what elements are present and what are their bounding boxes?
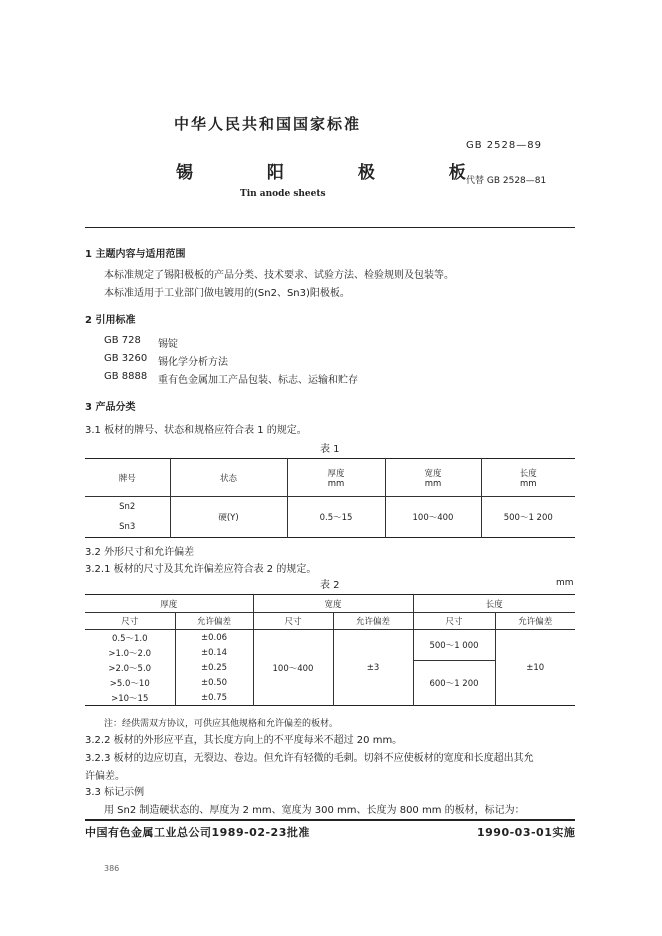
header-unit: mm [327, 478, 345, 489]
table-cell: 100～400 [385, 497, 481, 538]
header-label: 长度 [519, 468, 537, 479]
standard-number: GB 2528—89 [466, 140, 542, 151]
table-cell: ±0.75 [175, 690, 253, 706]
reference-name: 重有色金属加工产品包装、标志、运输和贮存 [158, 375, 358, 386]
section-2-heading: 2 引用标准 [85, 315, 136, 326]
reference-code: GB 3260 [104, 353, 148, 364]
table-cell: ±0.25 [175, 660, 253, 675]
table-cell: ±10 [526, 662, 545, 673]
header-cell: 尺寸 [253, 613, 333, 630]
header-unit: mm [424, 478, 442, 489]
effective-date: 1990-03-01实施 [477, 826, 576, 839]
section-3-heading: 3 产品分类 [85, 402, 136, 413]
table-subheader-row [85, 613, 575, 630]
table-header-row [85, 595, 575, 613]
table-cell: 500～1 200 [503, 513, 553, 523]
table-cell: >5.0～10 [85, 675, 175, 690]
table-cell: 0.5～15 [287, 497, 385, 538]
header-label: 宽度 [424, 468, 442, 479]
document-title: 锡 阳 极 板 [176, 163, 500, 183]
header-cell: 允许偏差 [333, 613, 413, 630]
clause-3-2: 3.2 外形尺寸和允许偏差 [85, 547, 195, 558]
table-cell: 600～1 200 [413, 660, 495, 706]
clause-3-2-2: 3.2.2 板材的外形应平直，其长度方向上的不平度每米不超过 20 mm。 [85, 735, 403, 746]
header-cell [287, 459, 385, 497]
section-1-heading: 1 主题内容与适用范围 [85, 249, 186, 260]
table-cell: >10～15 [85, 690, 175, 706]
table-1-caption: 表 1 [320, 444, 340, 455]
clause-3-2-3-continued: 许偏差。 [85, 771, 125, 782]
page-number: 386 [104, 864, 120, 873]
header-cell: 状态 [170, 459, 287, 497]
header-cell: 尺寸 [85, 613, 175, 630]
national-standard-heading: 中华人民共和国国家标准 [174, 115, 362, 133]
header-cell: 宽度 [253, 595, 413, 613]
header-cell: 牌号 [85, 459, 170, 497]
clause-3-3: 3.3 标记示例 [85, 787, 145, 798]
reference-name: 锡锭 [158, 339, 178, 350]
reference-code: GB 728 [104, 335, 141, 346]
table-cell: ±0.14 [175, 645, 253, 660]
clause-3-3-example: 用 Sn2 制造硬状态的、厚度为 2 mm、宽度为 300 mm、长度为 800 mm 的板材，标记为： [104, 805, 525, 816]
table-cell: 0.5～1.0 [85, 630, 175, 646]
header-cell: 尺寸 [413, 613, 495, 630]
clause-3-2-1: 3.2.1 板材的尺寸及其允许偏差应符合表 2 的规定。 [85, 564, 317, 575]
header-cell: 允许偏差 [175, 613, 253, 630]
table-cell: ±0.06 [175, 630, 253, 646]
header-rule [85, 227, 575, 228]
header-cell: 长度 [413, 595, 575, 613]
table-row [85, 497, 575, 538]
section-1-paragraph-1: 本标准规定了锡阳极板的产品分类、技术要求、试验方法、检验规则及包装等。 [104, 270, 454, 281]
table-cell: ±0.50 [175, 675, 253, 690]
table-cell: 500～1 000 [413, 630, 495, 661]
table-2 [85, 594, 575, 706]
reference-code: GB 8888 [104, 371, 148, 382]
table-note: 注：经供需双方协议，可供应其他规格和允许偏差的板材。 [104, 719, 339, 729]
table-cell [85, 497, 170, 538]
header-cell [481, 459, 575, 497]
table-2-unit: mm [556, 578, 574, 588]
section-1-paragraph-2: 本标准适用于工业部门做电镀用的(Sn2、Sn3)阳极板。 [104, 288, 350, 299]
grade-value: Sn2 [119, 502, 136, 512]
header-cell: 厚度 [85, 595, 253, 613]
grade-value: Sn3 [119, 522, 136, 532]
table-cell: >2.0～5.0 [85, 660, 175, 675]
reference-name: 锡化学分析方法 [158, 357, 228, 368]
table-2-caption: 表 2 [320, 580, 340, 591]
header-unit: mm [519, 478, 537, 489]
approval-issuer: 中国有色金属工业总公司1989-02-23批准 [85, 826, 310, 839]
clause-3-2-3: 3.2.3 板材的边应切直，无裂边、卷边。但允许有轻微的毛刺。切斜不应使板材的宽度和长度超出其允 [85, 753, 534, 764]
table-cell: ±3 [333, 630, 413, 706]
table-cell: >1.0～2.0 [85, 645, 175, 660]
replaces-standard: 代替 GB 2528—81 [466, 176, 547, 186]
table-cell: 100～400 [253, 630, 333, 706]
header-cell [385, 459, 481, 497]
header-label: 厚度 [327, 468, 345, 479]
table-row [85, 630, 575, 646]
document-title-english: Tin anode sheets [240, 189, 326, 199]
table-header-row [85, 459, 575, 497]
table-1 [85, 458, 575, 538]
table-cell: 硬(Y) [170, 497, 287, 538]
footer-rule [85, 819, 575, 821]
header-cell: 允许偏差 [495, 613, 575, 630]
clause-3-1: 3.1 板材的牌号、状态和规格应符合表 1 的规定。 [85, 425, 307, 436]
